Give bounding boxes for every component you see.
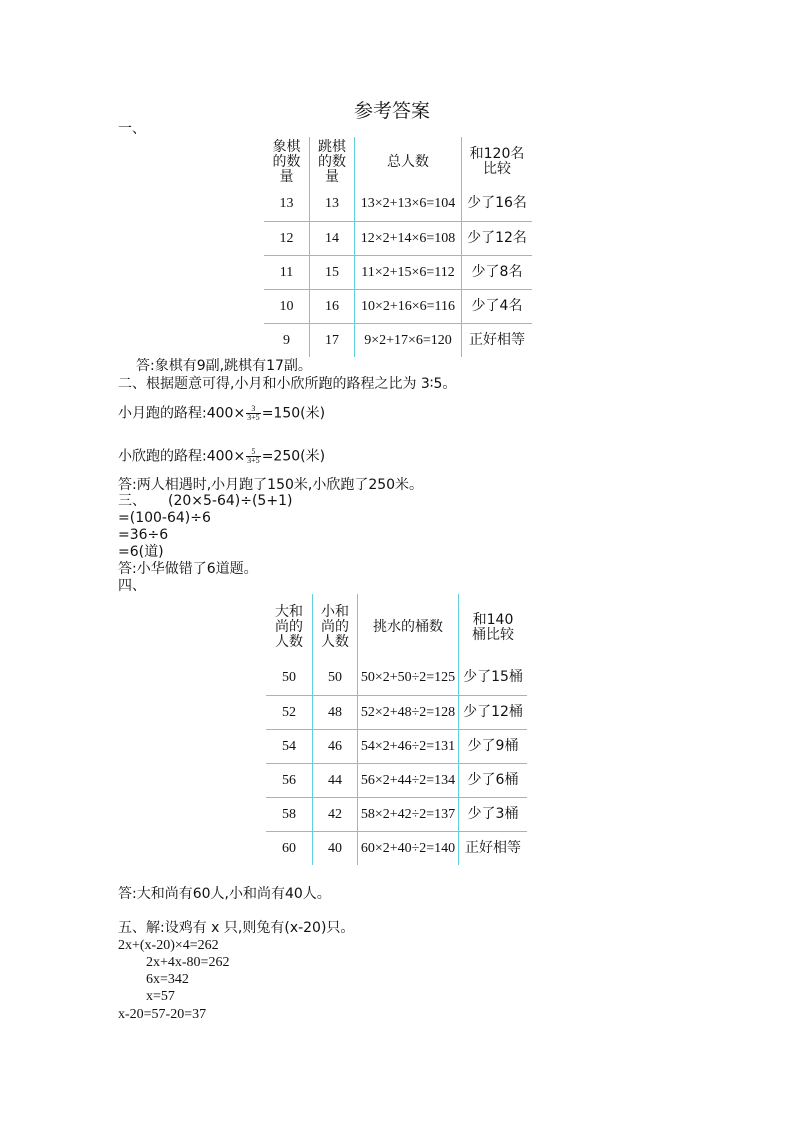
chess-table-cell-cmp: 正好相等 xyxy=(462,323,533,357)
monk-table-header-4: 和140桶比较 xyxy=(459,594,528,661)
section-4-answer: 答:大和尚有60人,小和尚有40人。 xyxy=(118,886,331,902)
xiaoyue-fraction: $\frac{3}{3+5}$ xyxy=(247,404,260,422)
monk-table-cell-cmp: 少了6桶 xyxy=(459,763,528,797)
chess-table-row xyxy=(264,323,532,357)
section-3-step-1: =(100-64)÷6 xyxy=(118,510,211,526)
monk-table-row xyxy=(266,797,527,831)
monk-table-cell-cmp: 正好相等 xyxy=(459,831,528,865)
section-3-step-3: =6(道) xyxy=(118,544,164,560)
section-2-answer: 答:两人相遇时,小月跑了150米,小欣跑了250米。 xyxy=(118,477,424,493)
equation-2: 2x+4x-80=262 xyxy=(146,955,230,970)
xiaoyue-result: =150(米) xyxy=(261,405,326,422)
monk-table-cell-a: 58 xyxy=(266,797,313,831)
xiaoxin-result: =250(米) xyxy=(261,448,326,465)
chess-table-cell-a: 12 xyxy=(264,221,310,255)
chess-table-cell-a: 10 xyxy=(264,289,310,323)
chess-table-cell-b: 13 xyxy=(310,187,355,221)
chess-table-cell-cmp: 少了16名 xyxy=(462,187,533,221)
equation-5: x-20=57-20=37 xyxy=(118,1007,207,1022)
chess-table-cell-cmp: 少了12名 xyxy=(462,221,533,255)
monk-table-cell-a: 54 xyxy=(266,729,313,763)
monk-table-header-2: 小和尚的人数 xyxy=(313,594,358,661)
monk-table-row xyxy=(266,661,527,695)
monk-table-cell-a: 60 xyxy=(282,840,296,856)
chess-table-header-3: 总人数 xyxy=(355,137,462,187)
chess-table-row xyxy=(264,289,532,323)
chess-table-header-4: 和120名比较 xyxy=(462,137,533,187)
equation-3: 6x=342 xyxy=(146,972,189,987)
chess-table xyxy=(264,137,532,357)
section-4-label: 四、 xyxy=(118,578,146,594)
xiaoxin-label: 小欣跑的路程:400× xyxy=(118,448,246,465)
monk-table-cell-cmp: 少了3桶 xyxy=(459,797,528,831)
monk-table-header-3: 挑水的桶数 xyxy=(358,594,459,661)
chess-table-header-2: 跳棋的数量 xyxy=(310,137,355,187)
monk-table-row xyxy=(266,729,527,763)
monk-table-cell-a: 50 xyxy=(266,661,313,695)
monk-table-cell-b: 50 xyxy=(313,661,358,695)
monk-table-cell-expr: 54×2+46÷2=131 xyxy=(358,729,459,763)
monk-table-cell-b: 40 xyxy=(313,831,358,865)
section-3-step-2: =36÷6 xyxy=(118,527,169,543)
section-3-answer: 答:小华做错了6道题。 xyxy=(118,561,258,577)
chess-table-row xyxy=(264,255,532,289)
monk-table-cell-expr: 50×2+50÷2=125 xyxy=(358,661,459,695)
monk-table-cell-cmp: 少了9桶 xyxy=(459,729,528,763)
chess-table-header-1: 象棋的数量 xyxy=(272,138,301,185)
page-title: 参考答案 xyxy=(354,100,431,122)
xiaoyue-distance xyxy=(118,405,325,423)
section-3-expression: (20×5-64)÷(5+1) xyxy=(168,493,293,509)
monk-table-cell-a: 56 xyxy=(266,763,313,797)
section-2-intro: 二、根据题意可得,小月和小欣所跑的路程之比为 3∶5。 xyxy=(118,376,457,392)
monk-table-row xyxy=(266,695,527,729)
monk-table-row xyxy=(266,763,527,797)
monk-table-cell-expr: 60×2+40÷2=140 xyxy=(358,831,459,865)
chess-table-cell-cmp: 少了8名 xyxy=(462,255,533,289)
chess-table-cell-expr: 9×2+17×6=120 xyxy=(355,323,462,357)
chess-table-cell-expr: 10×2+16×6=116 xyxy=(355,289,462,323)
chess-table-cell-expr: 13×2+13×6=104 xyxy=(355,187,462,221)
chess-table-row xyxy=(264,187,532,221)
section-3-label: 三、 xyxy=(118,493,146,509)
monk-table-cell-b: 44 xyxy=(313,763,358,797)
monk-table-row xyxy=(266,831,527,865)
equation-4: x=57 xyxy=(146,989,175,1004)
monk-table-cell-b: 46 xyxy=(313,729,358,763)
chess-table-cell-a: 13 xyxy=(264,187,310,221)
section-5-intro: 五、解:设鸡有 x 只,则兔有(x-20)只。 xyxy=(118,920,355,936)
chess-table-cell-b: 15 xyxy=(310,255,355,289)
monk-table-cell-cmp: 少了15桶 xyxy=(459,661,528,695)
monk-table-cell-expr: 58×2+42÷2=137 xyxy=(358,797,459,831)
monk-table-cell-b: 42 xyxy=(313,797,358,831)
section-1-label: 一、 xyxy=(118,121,146,137)
chess-table-cell-cmp: 少了4名 xyxy=(462,289,533,323)
chess-table-cell-b: 16 xyxy=(310,289,355,323)
monk-table-cell-a: 52 xyxy=(266,695,313,729)
monk-table-cell-b: 48 xyxy=(313,695,358,729)
monk-table xyxy=(266,594,527,865)
monk-table-cell-expr: 52×2+48÷2=128 xyxy=(358,695,459,729)
xiaoxin-fraction: $\frac{5}{3+5}$ xyxy=(247,447,260,465)
equation-1: 2x+(x-20)×4=262 xyxy=(118,938,219,953)
chess-table-cell-a: 11 xyxy=(264,255,310,289)
monk-table-cell-cmp: 少了12桶 xyxy=(459,695,528,729)
xiaoxin-distance xyxy=(118,448,325,466)
chess-table-cell-b: 17 xyxy=(310,323,355,357)
section-1-answer: 答:象棋有9副,跳棋有17副。 xyxy=(136,358,312,374)
xiaoyue-label: 小月跑的路程:400× xyxy=(118,405,246,422)
chess-table-cell-a: 9 xyxy=(283,332,290,348)
chess-table-cell-expr: 11×2+15×6=112 xyxy=(355,255,462,289)
chess-table-row xyxy=(264,221,532,255)
monk-table-cell-expr: 56×2+44÷2=134 xyxy=(358,763,459,797)
monk-table-header-1: 大和尚的人数 xyxy=(275,604,303,650)
chess-table-cell-expr: 12×2+14×6=108 xyxy=(355,221,462,255)
chess-table-cell-b: 14 xyxy=(310,221,355,255)
